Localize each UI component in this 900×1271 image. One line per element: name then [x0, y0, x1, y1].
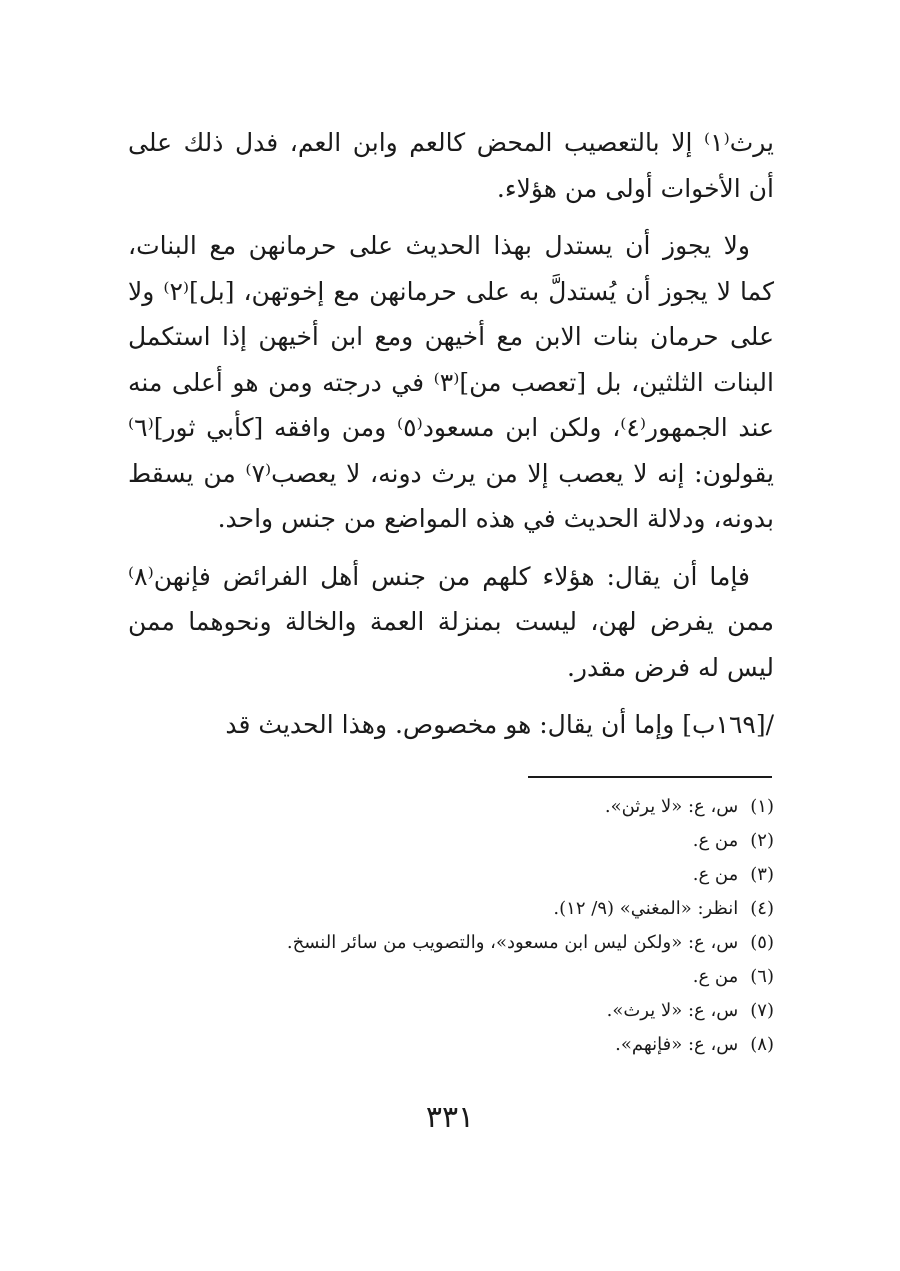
paragraph-2: ولا يجوز أن يستدل بهذا الحديث على حرمانهن مع البنات، كما لا يجوز أن يُستدلَّ به على حرمانهن مع إخوتهن، [بل]⁽٢⁾ ولا على حرمان بنات الابن مع أخيهن ومع ابن أخيهن إذا استكمل البنات الثلثين، بل [تعصب من]⁽٣⁾ في درجته ومن هو أعلى منه عند الجمهور⁽٤⁾، ولكن ابن مسعود⁽٥⁾ ومن وافقه [كأبي ثور]⁽٦⁾ يقولون: إنه لا يعصب إلا من يرث دونه، لا يعصب⁽٧⁾ من يسقط بدونه، ودلالة الحديث في هذه المواضع من جنس واحد. [128, 231, 775, 533]
footnote-number: (١) [750, 796, 774, 817]
paragraph-3: فإما أن يقال: هؤلاء كلهم من جنس أهل الفرائض فإنهن⁽٨⁾ ممن يفرض لهن، ليست بمنزلة العمة والخالة ونحوهما ممن ليس له فرض مقدر. [128, 561, 774, 682]
footnote-number: (٥) [750, 932, 774, 953]
footnote-8 [180, 1028, 774, 1062]
footnote-4 [180, 892, 774, 926]
footnote-number: (٢) [750, 830, 774, 851]
footnote-7 [180, 994, 774, 1028]
main-text [128, 120, 774, 760]
footnote-text: س، ع: «ولكن ليس ابن مسعود»، والتصويب من سائر النسخ. [286, 932, 739, 953]
paragraph-1: يرث⁽١⁾ إلا بالتعصيب المحض كالعم وابن العم، فدل ذلك على أن الأخوات أولى من هؤلاء. [128, 128, 774, 203]
footnote-number: (٦) [750, 966, 774, 987]
footnote-divider [528, 776, 772, 778]
footnote-text: س، ع: «لا يرثن». [604, 796, 739, 817]
footnote-text: س، ع: «فإنهم». [615, 1034, 739, 1055]
footnote-number: (٣) [750, 864, 774, 885]
footnote-5 [180, 926, 774, 960]
footnote-number: (٨) [750, 1034, 774, 1055]
footnote-text: من ع. [692, 966, 739, 987]
footnote-text: من ع. [692, 830, 739, 851]
page-number: ٣٣١ [425, 1100, 475, 1135]
footnotes-list [180, 790, 774, 1062]
footnote-text: من ع. [692, 864, 739, 885]
footnote-number: (٤) [750, 898, 774, 919]
footnote-2 [180, 824, 774, 858]
footnote-3 [180, 858, 774, 892]
footnote-text: انظر: «المغني» (٩/ ١٢). [553, 898, 739, 919]
footnote-1 [180, 790, 774, 824]
footnote-text: س، ع: «لا يرث». [606, 1000, 739, 1021]
footnote-6 [180, 960, 774, 994]
paragraph-4: /[١٦٩ب] وإما أن يقال: هو مخصوص. وهذا الحديث قد [225, 710, 774, 739]
footnote-number: (٧) [750, 1000, 774, 1021]
